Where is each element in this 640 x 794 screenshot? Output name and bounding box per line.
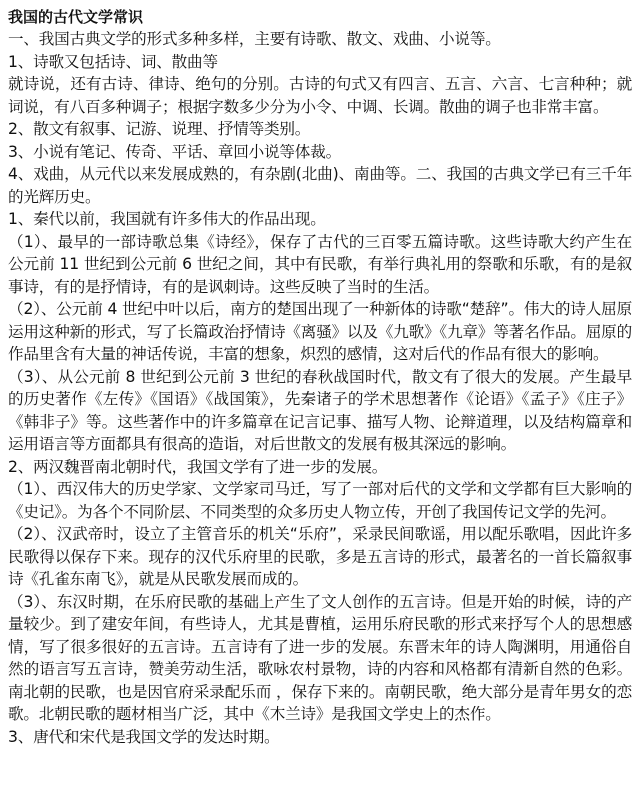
paragraph-pre-qin: 1、秦代以前，我国就有许多伟大的作品出现。 bbox=[8, 210, 326, 228]
paragraph-poetry-types: 1、诗歌又包括诗、词、散曲等 bbox=[8, 52, 218, 71]
page-title: 我国的古代文学常识 bbox=[8, 8, 144, 26]
paragraph-yuefu: （2）、汉武帝时，设立了主管音乐的机关“乐府”，采录民间歌谣，用以配乐歌唱，因此许多民歌得以保存下来。现存的汉代乐府里的民歌，多是五言诗的形式，最著名的一首长篇叙事诗《孔雀东南飞》，就是从民歌发展而成的。 bbox=[8, 525, 632, 588]
paragraph-five-character-poetry: （3）、东汉时期，在乐府民歌的基础上产生了文人创作的五言诗。但是开始的时候，诗的产量较少。到了建安年间，有些诗人，尤其是曹植，运用乐府民歌的形式来抒写个人的思想感情，写了很多很好的五言诗。五言诗有了进一步的发展。东晋末年的诗人陶渊明，用通俗自然的语言写五言诗，赞美劳动生活，歌咏农村景物，诗的内容和风格都有清新自然的色彩。南北朝的民歌，也是因官府采录配乐而 ，保存下来的。南朝民歌，绝大部分是青年男女的恋歌。北朝民歌的题材相当广泛，其中《木兰诗》是我国文学史上的杰作。 bbox=[8, 592, 632, 723]
paragraph-drama-and-history: 4、戏曲，从元代以来发展成熟的，有杂剧(北曲)、南曲等。二、我国的古典文学已有三千年的光辉历史。 bbox=[8, 165, 632, 206]
paragraph-han-wei-jin: 2、两汉魏晋南北朝时代，我国文学有了进一步的发展。 bbox=[8, 457, 388, 476]
paragraph-shiji: （1）、西汉伟大的历史学家、文学家司马迁，写了一部对后代的文学和文学都有巨大影响的《史记》。为各个不同阶层、不同类型的众多历史人物立传，开创了我国传记文学的先河。 bbox=[8, 480, 632, 521]
paragraph-intro-forms: 一、我国古典文学的形式多种多样，主要有诗歌、散文、戏曲、小说等。 bbox=[8, 30, 501, 48]
paragraph-pre-qin-prose: （3）、从公元前 8 世纪到公元前 3 世纪的春秋战国时代，散文有了很大的发展。产生最早的历史著作《左传》《国语》《战国策》，先秦诸子的学术思想著作《论语》《孟子》《庄子》《韩非子》等。这些著作中的许多篇章在记言记事、描写人物、论辩道理，以及结构篇章和运用语言等方面都具有很高的造诣，对后世散文的发展有极其深远的影响。 bbox=[8, 367, 632, 453]
paragraph-novel-types: 3、小说有笔记、传奇、平话、章回小说等体裁。 bbox=[8, 142, 341, 161]
paragraph-chuci: （2）、公元前 4 世纪中叶以后，南方的楚国出现了一种新体的诗歌“楚辞”。伟大的诗人屈原运用这种新的形式，写了长篇政治抒情诗《离骚》以及《九歌》《九章》等著名作品。屈原的作品里含有大量的神话传说，丰富的想象，炽烈的感情，这对后代的作品有很大的影响。 bbox=[8, 300, 632, 363]
paragraph-tang-song: 3、唐代和宋代是我国文学的发达时期。 bbox=[8, 727, 280, 746]
paragraph-poetry-detail: 就诗说，还有古诗、律诗、绝句的分别。古诗的句式又有四言、五言、六言、七言种种；就词说，有八百多种调子；根据字数多少分为小令、中调、长调。散曲的调子也非常丰富。 bbox=[8, 75, 632, 116]
paragraph-shijing: （1）、最早的一部诗歌总集《诗经》，保存了古代的三百零五篇诗歌。这些诗歌大约产生在公元前 11 世纪到公元前 6 世纪之间，其中有民歌，有举行典礼用的祭歌和乐歌，有的是叙事诗，有的是抒情诗，有的是讽刺诗。这些反映了当时的生活。 bbox=[8, 232, 632, 296]
paragraph-prose-types: 2、散文有叙事、记游、说理、抒情等类别。 bbox=[8, 120, 311, 138]
